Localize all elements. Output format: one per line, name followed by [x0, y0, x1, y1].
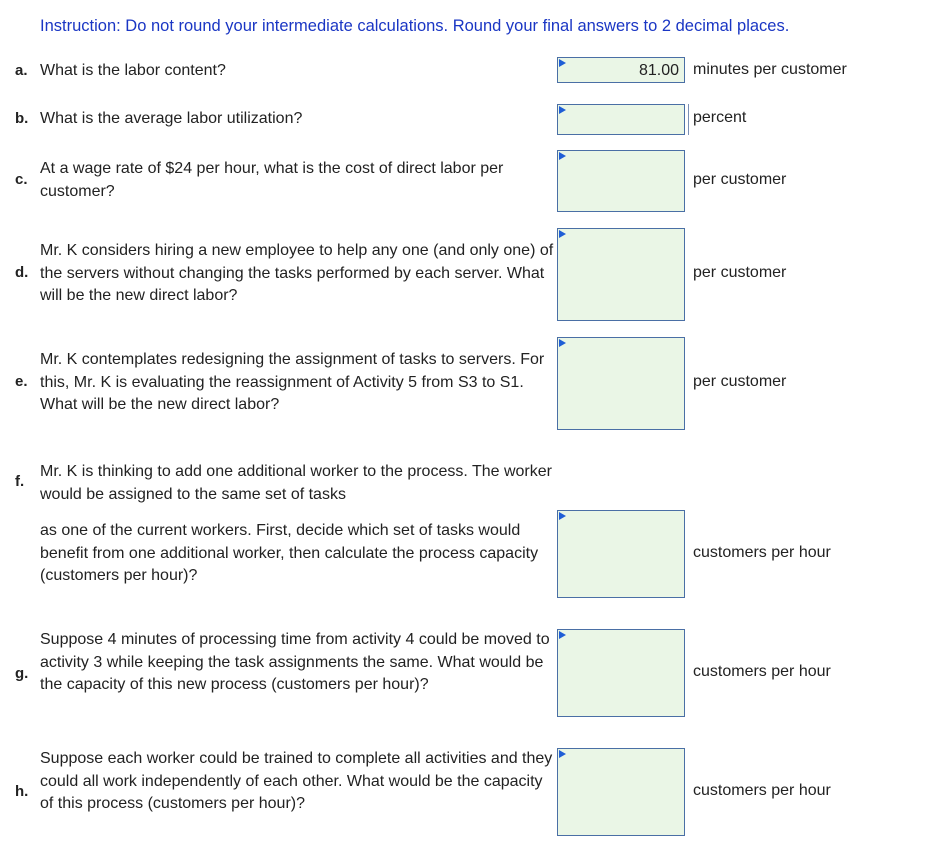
answer-c-unit: per customer [693, 171, 787, 188]
answer-a-unit: minutes per customer [693, 61, 847, 78]
answer-b-unit: percent [693, 109, 747, 126]
flag-marker-icon [559, 631, 566, 639]
question-g-text: Suppose 4 minutes of processing time from activity 4 could be moved to activity 3 while keeping the task assignments the same. What would be the capacity of this new process (customers per hour)? [40, 631, 550, 693]
answer-a-value: 81.00 [638, 62, 679, 79]
answer-f-input[interactable] [557, 510, 685, 598]
instruction-text: Instruction: Do not round your intermediate calculations. Round your final answers to 2 decimal places. [40, 17, 790, 35]
question-a-text: What is the labor content? [40, 62, 226, 79]
answer-g-input[interactable] [557, 629, 685, 717]
flag-marker-icon [559, 152, 566, 160]
question-f-text-continued: as one of the current workers. First, decide which set of tasks would benefit from one additional worker, then calculate the process capacity (customers per hour)? [40, 522, 539, 584]
flag-marker-icon [559, 59, 566, 67]
question-e-letter: e. [15, 373, 28, 390]
question-d-text: Mr. K considers hiring a new employee to help any one (and only one) of the servers without changing the tasks performed by each server. What will be the new direct labor? [40, 242, 554, 304]
question-a-letter: a. [15, 62, 28, 79]
question-c-text: At a wage rate of $24 per hour, what is the cost of direct labor per customer? [40, 160, 504, 200]
question-f-letter: f. [15, 473, 25, 490]
flag-marker-icon [559, 230, 566, 238]
question-h-text: Suppose each worker could be trained to complete all activities and they could all work independently of each other. What would be the capacity of this process (customers per hour)? [40, 750, 553, 812]
answer-a-input[interactable] [557, 57, 685, 83]
answer-d-unit: per customer [693, 264, 787, 281]
answer-b-input[interactable] [557, 104, 685, 135]
question-d-letter: d. [15, 264, 29, 281]
question-g-letter: g. [15, 665, 29, 682]
answer-h-unit: customers per hour [693, 782, 831, 799]
flag-marker-icon [559, 339, 566, 347]
answer-d-input[interactable] [557, 228, 685, 321]
answer-g-unit: customers per hour [693, 663, 831, 680]
unit-divider [688, 104, 689, 135]
question-b-letter: b. [15, 110, 29, 127]
answer-c-input[interactable] [557, 150, 685, 212]
flag-marker-icon [559, 750, 566, 758]
question-h-letter: h. [15, 783, 29, 800]
question-b-text: What is the average labor utilization? [40, 110, 303, 127]
flag-marker-icon [559, 512, 566, 520]
question-f-text: Mr. K is thinking to add one additional worker to the process. The worker would be assigned to the same set of tasks [40, 463, 552, 503]
question-e-text: Mr. K contemplates redesigning the assignment of tasks to servers. For this, Mr. K is evaluating the reassignment of Activity 5 from S3 to S1. What will be the new direct labor? [40, 351, 545, 413]
answer-e-input[interactable] [557, 337, 685, 430]
answer-e-unit: per customer [693, 373, 787, 390]
flag-marker-icon [559, 106, 566, 114]
question-c-letter: c. [15, 171, 28, 188]
answer-f-unit: customers per hour [693, 544, 831, 561]
answer-h-input[interactable] [557, 748, 685, 836]
